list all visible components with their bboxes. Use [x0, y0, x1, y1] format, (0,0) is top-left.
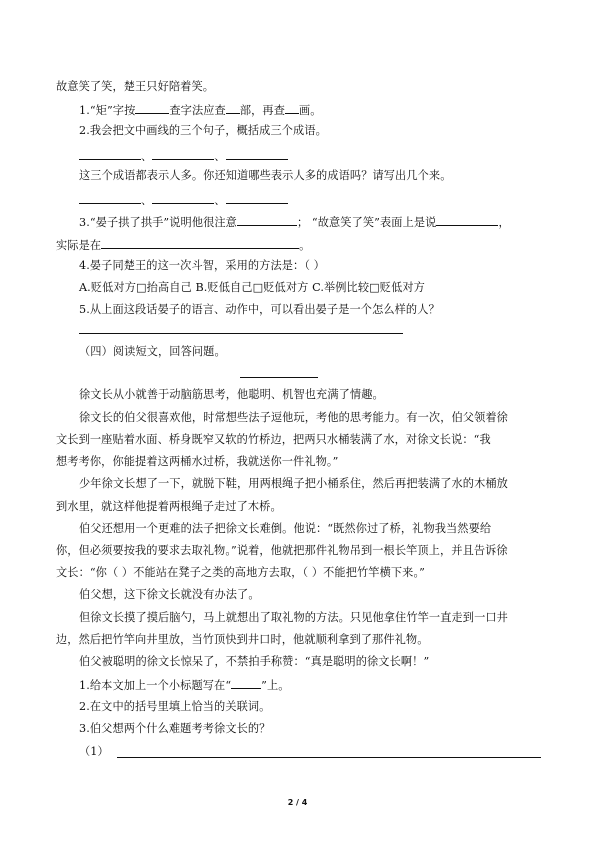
task-1: 1.给本文加上一个小标题写在“ ”上。	[79, 676, 290, 694]
passage-line: 你，但必须要按我的要求去取礼物。”说着，他就把那件礼物吊到一根长竿顶上，并且告诉徐	[56, 544, 508, 557]
passage-line: 想考考你，你能提着这两桶水过桥，我就送你一件礼物。”	[56, 455, 339, 468]
passage-line: 少年徐文长想了一下，就脱下鞋，用两根绳子把小桶系住，然后再把装满了水的木桶放	[79, 477, 508, 490]
passage-line: 到水里，就这样他提着两根绳子走过了木桥。	[56, 500, 282, 513]
question-5: 5.从上面这段话晏子的语言、动作中，可以看出晏子是一个怎么样的人？	[79, 303, 440, 316]
task-2: 2.在文中的括号里填上恰当的关联词。	[79, 700, 271, 713]
passage-line: 文长到一座贴着水面、桥身既窄又软的竹桥边，把两只水桶装满了水，对徐文长说：“我	[56, 433, 491, 446]
passage-line: 徐文长的伯父很喜欢他，时常想些法子逗他玩，考他的思考能力。有一次，伯父领着徐	[79, 411, 508, 424]
section-heading: （四）阅读短文，回答问题。	[79, 345, 226, 358]
passage-line: 伯父被聪明的徐文长惊呆了，不禁拍手称赞：“真是聪明的徐文长啊！”	[79, 655, 430, 668]
answer-blank[interactable]	[285, 101, 299, 114]
passage-line: 边，然后把竹竿向井里放，当竹顶快到井口时，他就顺利拿到了那件礼物。	[56, 633, 429, 646]
answer-blank[interactable]	[79, 147, 141, 160]
page-number: 2 / 4	[287, 798, 308, 807]
text-line: 故意笑了笑，楚王只好陪着笑。	[56, 80, 215, 93]
answer-blank[interactable]	[231, 676, 261, 689]
answer-blank[interactable]	[237, 213, 297, 226]
answer-blank[interactable]	[436, 213, 498, 226]
answer-line[interactable]	[117, 757, 541, 758]
passage-line: 徐文长从小就善于动脑筋思考，他聪明、机智也充满了情趣。	[79, 388, 384, 401]
answer-blank[interactable]	[79, 191, 141, 204]
answer-blank[interactable]	[152, 147, 214, 160]
passage-line: 伯父还想用一个更难的法子把徐文长难倒。他说：“既然你过了桥，礼物我当然要给	[79, 522, 492, 535]
answer-line[interactable]	[79, 333, 403, 334]
answer-blank[interactable]	[226, 101, 240, 114]
answer-blank[interactable]	[226, 191, 288, 204]
answer-blank[interactable]	[152, 191, 214, 204]
answer-blank[interactable]	[135, 101, 169, 114]
title-blank-line[interactable]	[240, 377, 318, 378]
idiom-blanks-row: 、 、	[79, 147, 288, 165]
passage-line: 但徐文长摸了摸后脑勺，马上就想出了取礼物的方法。只见他拿住竹竿一直走到一口井	[79, 611, 508, 624]
question-3-cont: 实际是在 。	[56, 236, 310, 254]
task-3-answer-label: （1）	[79, 745, 109, 758]
question-4: 4.晏子同楚王的这一次斗智，采用的方法是：（ ）	[79, 259, 325, 272]
answer-blank[interactable]	[226, 147, 288, 160]
passage-line: 伯父想，这下徐文长就没有办法了。	[79, 588, 260, 601]
question-2b: 这三个成语都表示人多。你还知道哪些表示人多的成语吗？请写出几个来。	[79, 169, 452, 182]
question-4-options: A.贬低对方□抬高自己 B.贬低自己□贬低对方 C.举例比较□贬低对方	[79, 281, 425, 294]
task-3: 3.伯父想两个什么难题考考徐文长的？	[79, 722, 271, 735]
question-2: 2.我会把文中画线的三个句子，概括成三个成语。	[79, 124, 327, 137]
question-3: 3.“晏子拱了拱手”说明他很注意 ； “故意笑了笑”表面上是说 ，	[79, 213, 510, 231]
idiom-blanks-row: 、 、	[79, 191, 288, 209]
passage-line: 文长：“你（ ）不能站在凳子之类的高地方去取，（ ）不能把竹竿横下来。”	[56, 566, 425, 579]
answer-blank[interactable]	[101, 236, 299, 249]
question-1: 1.“矩”字按 查字法应查 部，再查 画。	[79, 101, 322, 119]
